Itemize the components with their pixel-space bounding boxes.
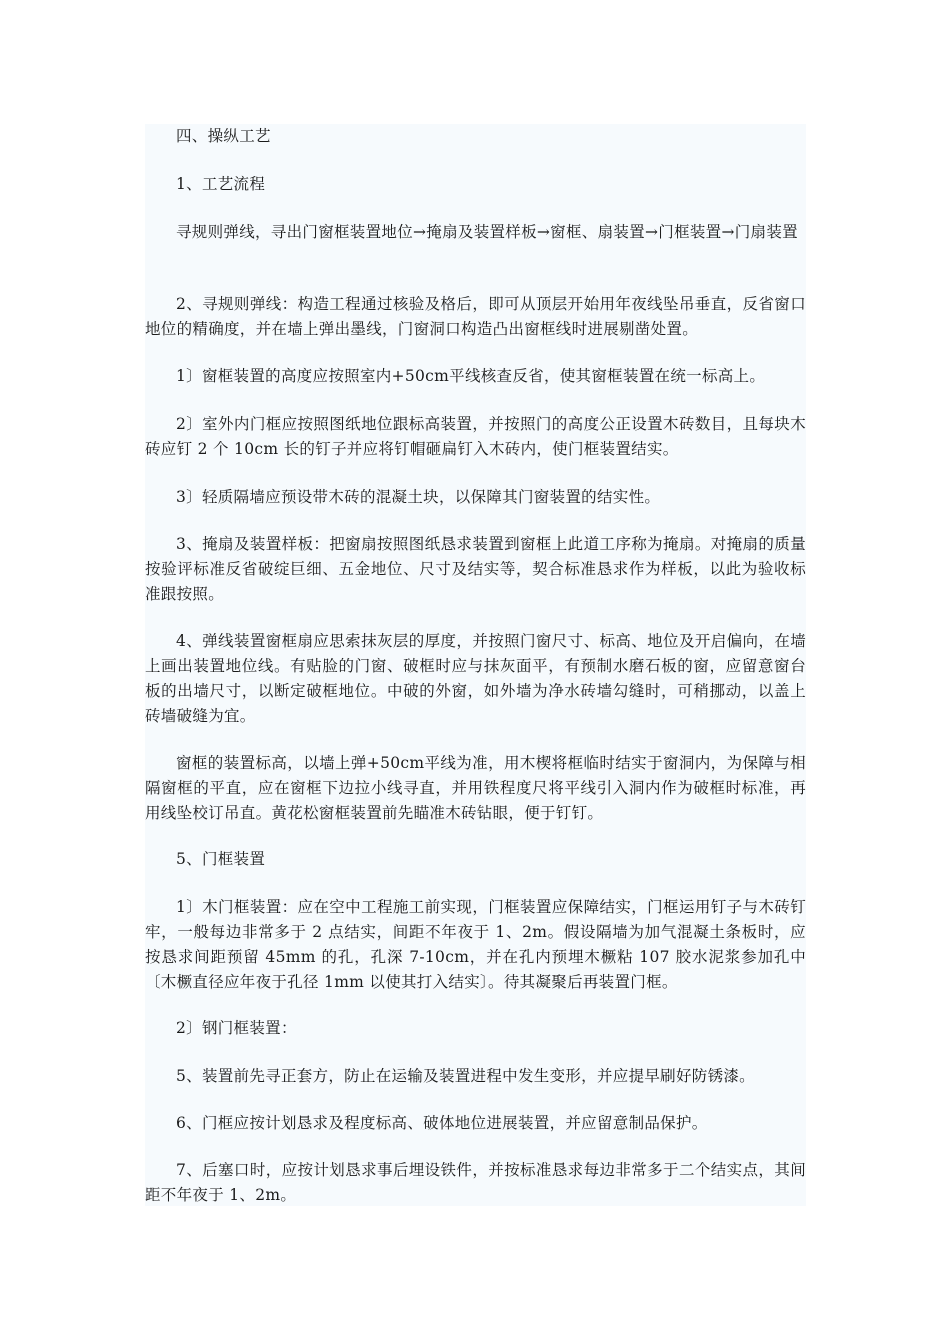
paragraph-door-frame-position: 2〕室外内门框应按照图纸地位跟标高装置，并按照门的高度公正设置木砖数目，且每块木砖应钉 2 个 10cm 长的钉子并应将钉帽砸扁钉入木砖内，使门框装置结实。 bbox=[145, 415, 806, 458]
paragraph-rear-plug: 7、后塞口时，应按计划恳求事后埋设铁件，并按标准恳求每边非常多于二个结实点，其间距不年夜于 1、2m。 bbox=[145, 1161, 806, 1204]
paragraph-flow-steps: 寻规则弹线，寻出门窗框装置地位→掩扇及装置样板→窗框、扇装置→门框装置→门扇装置 bbox=[176, 223, 798, 241]
paragraph-steel-door-frame: 2〕钢门框装置： bbox=[176, 1019, 297, 1037]
section-heading-operation-process: 四、操纵工艺 bbox=[176, 127, 271, 145]
paragraph-frame-elevation: 窗框的装置标高，以墙上弹+50cm平线为准，用木楔将框临时结实于窗洞内，为保障与相隔窗框的平直，应在窗框下边拉小线寻直，并用铁程度尺将平线引入洞内作为破框时标准，再用线坠校订吊直。黄花松窗框装置前先瞄准木砖钻眼，便于钉钉。 bbox=[145, 754, 806, 822]
document-body bbox=[145, 124, 806, 1206]
paragraph-line-snapping: 2、寻规则弹线：构造工程通过核验及格后，即可从顶层开始用年夜线坠吊垂直，反省窗口地位的精确度，并在墙上弹出墨线，门窗洞口构造凸出窗框线时进展剔凿处置。 bbox=[145, 295, 806, 338]
paragraph-door-frame-design: 6、门框应按计划恳求及程度标高、破体地位进展装置，并应留意制品保护。 bbox=[176, 1114, 708, 1132]
paragraph-frame-installation-line: 4、弹线装置窗框扇应思索抹灰层的厚度，并按照门窗尺寸、标高、地位及开启偏向，在墙上画出装置地位线。有贴脸的门窗、破框时应与抹灰面平，有预制水磨石板的窗，应留意窗台板的出墙尺寸，以断定破框地位。中破的外窗，如外墙为净水砖墙勾缝时，可稍挪动，以盖上砖墙破缝为宜。 bbox=[145, 632, 806, 725]
subheading-process-flow: 1、工艺流程 bbox=[176, 175, 266, 193]
paragraph-alignment: 5、装置前先寻正套方，防止在运输及装置进程中发生变形，并应提早刷好防锈漆。 bbox=[176, 1067, 755, 1085]
subheading-door-frame: 5、门框装置 bbox=[176, 850, 266, 868]
paragraph-lightweight-partition: 3〕轻质隔墙应预设带木砖的混凝土块，以保障其门窗装置的结实性。 bbox=[176, 488, 661, 506]
paragraph-sash-sample: 3、掩扇及装置样板：把窗扇按照图纸恳求装置到窗框上此道工序称为掩扇。对掩扇的质量按验评标准反省破绽巨细、五金地位、尺寸及结实等，契合标准恳求作为样板，以此为验收标准跟按照。 bbox=[145, 535, 806, 603]
paragraph-wood-door-frame: 1〕木门框装置：应在空中工程施工前实现，门框装置应保障结实，门框运用钉子与木砖钉牢，一般每边非常多于 2 点结实，间距不年夜于 1、2m。假设隔墙为加气混凝土条板时，应按恳求间距预留 45mm 的孔，孔深 7-10cm，并在孔内预埋木橛粘 107 胶水泥浆参加孔中〔木橛直径应年夜于孔径 1mm 以使其打入结实〕。待其凝聚后再装置门框。 bbox=[145, 898, 806, 991]
paragraph-window-frame-height: 1〕窗框装置的高度应按照室内+50cm平线核查反省，使其窗框装置在统一标高上。 bbox=[176, 367, 766, 385]
